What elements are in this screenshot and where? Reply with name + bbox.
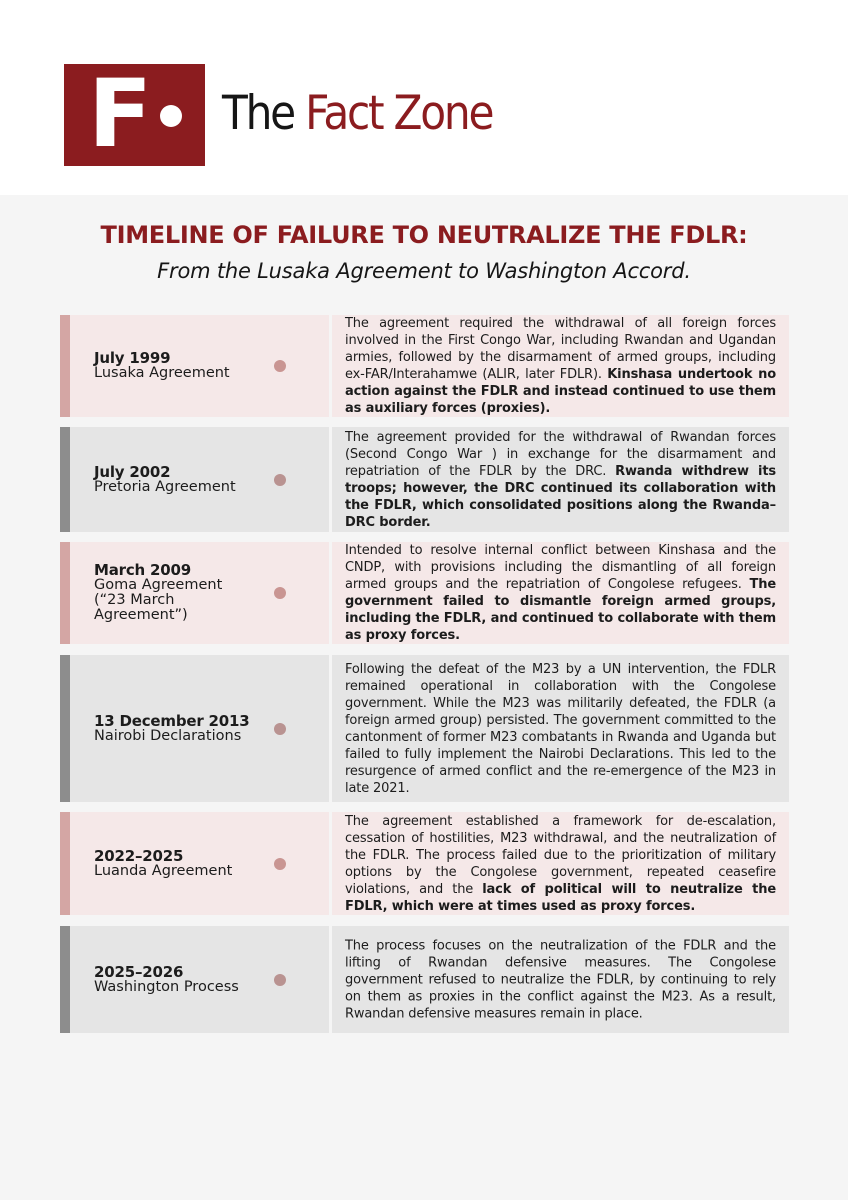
description-bold: The government failed to dismantle foreign armed groups, including the FDLR, and continued to collaborate with them as proxy forces. xyxy=(345,577,776,643)
page-title: TIMELINE OF FAILURE TO NEUTRALIZE THE FDLR: xyxy=(100,221,748,249)
timeline-label-cell xyxy=(70,926,329,1033)
timeline-agreement: Pretoria Agreement xyxy=(94,478,236,495)
description-bold: Kinshasa undertook no action against the FDLR and instead continued to use them as auxiliary forces (proxies). xyxy=(345,367,776,416)
timeline-dot-icon xyxy=(274,723,286,735)
timeline-row xyxy=(60,655,789,802)
timeline-dot-icon xyxy=(274,360,286,372)
timeline-label-cell xyxy=(70,655,329,802)
timeline-description xyxy=(345,661,776,797)
timeline-description xyxy=(345,315,776,417)
timeline-description-cell xyxy=(332,926,789,1033)
logo-name-part1: The xyxy=(222,86,294,141)
timeline-date: July 2002 xyxy=(94,462,171,481)
logo-dot-icon xyxy=(160,105,182,127)
timeline-description xyxy=(345,429,776,531)
description-text: Intended to resolve internal conflict between Kinshasa and the CNDP, with provisions including the dismantling of all foreign armed groups and the repatriation of Congolese refugees. xyxy=(345,543,776,592)
timeline-dot-icon xyxy=(274,474,286,486)
timeline-description-cell xyxy=(332,812,789,915)
description-text: The agreement established a framework for de-escalation, cessation of hostilities, M23 withdrawal, and the neutralization of the FDLR. The process failed due to the prioritization of military options by the Congolese government, repeated ceasefire violations, and the xyxy=(345,813,776,897)
timeline-date: March 2009 xyxy=(94,561,191,579)
page-subtitle: From the Lusaka Agreement to Washington Accord. xyxy=(157,259,691,283)
timeline-label xyxy=(94,711,324,744)
timeline-row xyxy=(60,926,789,1033)
timeline-date: 2022–2025 xyxy=(94,846,184,865)
logo-letter: F xyxy=(88,60,153,169)
logo-wordmark xyxy=(222,84,492,144)
timeline-label xyxy=(94,846,324,879)
timeline-bar xyxy=(60,542,70,644)
timeline-label xyxy=(94,351,324,381)
timeline-date: 13 December 2013 xyxy=(94,711,250,730)
timeline-label-cell xyxy=(70,315,329,417)
timeline-dot-icon xyxy=(274,587,286,599)
timeline-row xyxy=(60,315,789,417)
timeline-agreement: Lusaka Agreement xyxy=(94,365,230,381)
timeline-bar xyxy=(60,427,70,532)
timeline-label-cell xyxy=(70,427,329,532)
timeline-label-cell xyxy=(70,542,329,644)
timeline-dot-icon xyxy=(274,974,286,986)
timeline-description xyxy=(345,937,776,1022)
timeline-description xyxy=(345,542,776,644)
timeline-label xyxy=(94,962,324,995)
timeline-agreement: Nairobi Declarations xyxy=(94,727,242,744)
timeline-bar xyxy=(60,926,70,1033)
description-text: Following the defeat of the M23 by a UN intervention, the FDLR remained operational in collaboration with the Congolese government. While the M23 was militarily defeated, the FDLR (a foreign armed group) persisted. The government committed to the cantonment of former M23 combatants in Rwanda and Uganda but failed to fully implement the Nairobi Declarations. This led to the resurgence of armed conflict and the re-emergence of the M23 in late 2021. xyxy=(345,661,776,796)
timeline-description-cell xyxy=(332,427,789,532)
description-bold: lack of political will to neutralize the FDLR, which were at times used as proxy forces. xyxy=(345,881,776,914)
timeline-description-cell xyxy=(332,315,789,417)
timeline-label xyxy=(94,462,324,495)
header xyxy=(0,0,848,195)
timeline-date: July 1999 xyxy=(94,349,171,367)
timeline-description xyxy=(345,813,776,915)
description-text: The agreement provided for the withdrawal of Rwandan forces (Second Congo War ) in exchange for the disarmament and repatriation of the FDLR by the DRC. xyxy=(345,429,776,479)
timeline-dot-icon xyxy=(274,858,286,870)
timeline-row xyxy=(60,812,789,915)
timeline-row xyxy=(60,427,789,532)
timeline-bar xyxy=(60,315,70,417)
description-bold: Rwanda withdrew its troops; however, the DRC continued its collaboration with the FDLR, which consolidated positions along the Rwanda–DRC border. xyxy=(345,463,777,530)
timeline-description-cell xyxy=(332,655,789,802)
timeline-label-cell xyxy=(70,812,329,915)
timeline-row xyxy=(60,542,789,644)
description-text: The agreement required the withdrawal of all foreign forces involved in the First Congo War, including Rwandan and Ugandan armies, followed by the disarmament of armed groups, including ex-FAR/Interahamwe (ALIR, later FDLR). xyxy=(345,316,776,382)
description-text: The process focuses on the neutralization of the FDLR and the lifting of Rwandan defensive measures. The Congolese government refused to neutralize the FDLR, by continuing to rely on them as proxies in the conflict against the M23. As a result, Rwandan defensive measures remain in place. xyxy=(345,938,776,1021)
timeline-bar xyxy=(60,812,70,915)
timeline-agreement: Washington Process xyxy=(94,978,239,995)
logo-name-part2: Fact Zone xyxy=(305,86,493,141)
timeline-agreement: Luanda Agreement xyxy=(94,862,233,879)
timeline-agreement: Goma Agreement (“23 March Agreement”) xyxy=(94,577,223,623)
timeline-date: 2025–2026 xyxy=(94,962,184,981)
timeline-description-cell xyxy=(332,542,789,644)
timeline-label xyxy=(94,563,234,623)
logo-mark xyxy=(64,60,205,169)
timeline-bar xyxy=(60,655,70,802)
